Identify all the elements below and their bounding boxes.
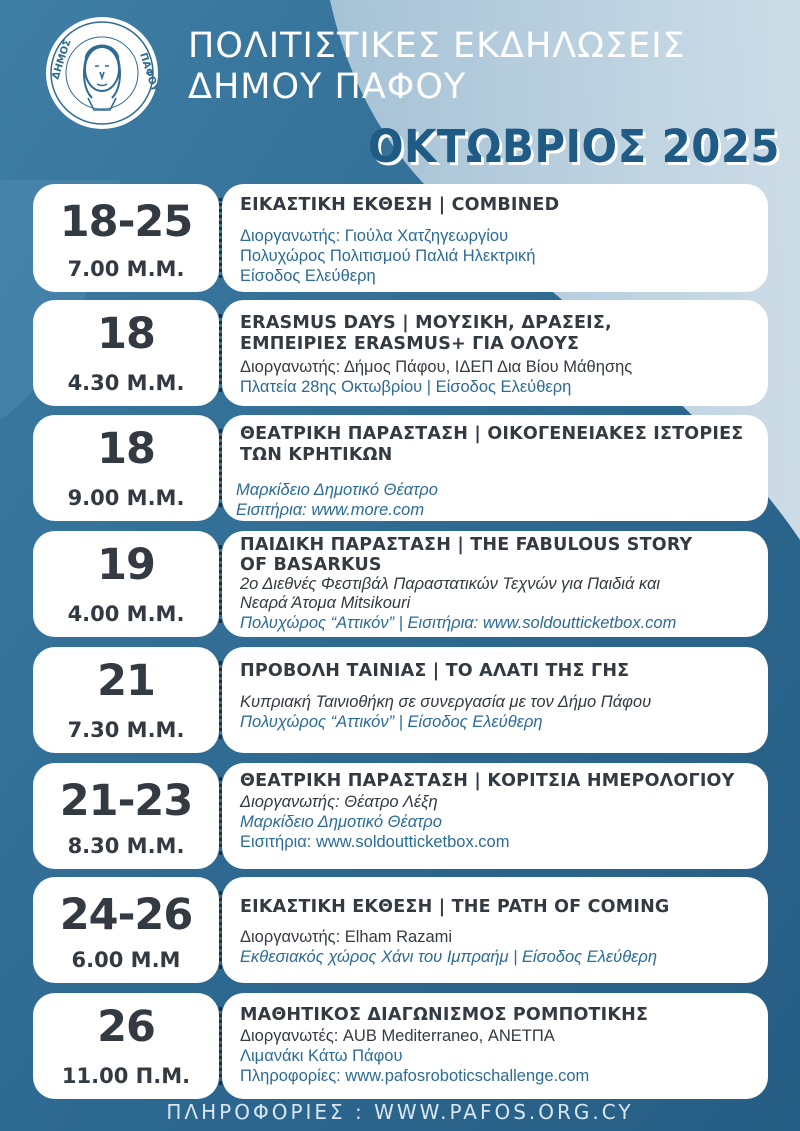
event-info — [240, 195, 760, 292]
logo-text-left: ΔΗΜΟΣ — [50, 38, 74, 81]
event-info — [240, 313, 760, 406]
event-detail: Λιμανάκι Κάτω Πάφου — [240, 1047, 403, 1065]
event-detail: Πολυχώρος “Αττικόν” | Εισιτήρια: www.soldoutticketbox.com — [240, 614, 677, 632]
title-line-1: ΠΟΛΙΤΙΣΤΙΚΕΣ ΕΚΔΗΛΩΣΕΙΣ — [188, 26, 686, 66]
event-day: 21 — [97, 656, 155, 706]
event-detail: Εκθεσιακός χώρος Χάνι του Ιμπραήμ | Είσοδος Ελεύθερη — [240, 948, 658, 966]
event-time: 6.00 Μ.Μ — [71, 948, 181, 972]
event-time: 4.00 Μ.Μ. — [67, 602, 185, 626]
event-row — [0, 763, 800, 869]
event-row — [0, 647, 800, 753]
event-detail: Πολυχώρος “Αττικόν” | Είσοδος Ελεύθερη — [240, 713, 543, 731]
event-time: 4.30 Μ.Μ. — [67, 371, 185, 395]
dotted-divider — [219, 891, 222, 969]
event-detail: Μαρκίδειο Δημοτικό Θέατρο — [236, 481, 438, 499]
dotted-divider — [219, 661, 222, 739]
event-day: 18-25 — [59, 197, 193, 247]
event-info — [240, 897, 760, 983]
event-title: ΘΕΑΤΡΙΚΗ ΠΑΡΑΣΤΑΣΗ | ΟΙΚΟΓΕΝΕΙΑΚΕΣ ΙΣΤΟΡΙΕΣ ΤΩΝ ΚΡΗΤΙΚΩΝ — [240, 424, 744, 465]
event-day: 18 — [97, 309, 155, 359]
event-day: 21-23 — [59, 776, 193, 826]
event-detail: 2ο Διεθνές Φεστιβάλ Παραστατικών Τεχνών για Παιδιά και — [240, 575, 661, 593]
event-detail: Εισιτήρια: www.soldoutticketbox.com — [240, 833, 510, 851]
event-detail: Εισιτήρια: www.more.com — [236, 501, 425, 519]
event-date-box — [33, 415, 219, 521]
event-time: 8.30 Μ.Μ. — [67, 834, 185, 858]
event-date-box — [33, 763, 219, 869]
event-time: 7.30 Μ.Μ. — [67, 718, 185, 742]
event-detail: Διοργανωτής: Δήμος Πάφου, ΙΔΕΠ Δια Βίου Μάθησης — [240, 358, 633, 376]
event-detail: Διοργανωτής: Γιούλα Χατζηγεωργίου — [240, 227, 509, 245]
event-detail: Κυπριακή Ταινιοθήκη σε συνεργασία με τον Δήμο Πάφου — [240, 693, 652, 711]
event-title: ΠΑΙΔΙΚΗ ΠΑΡΑΣΤΑΣΗ | THE FABULOUS STORY OF BASARKUS — [240, 535, 693, 575]
dotted-divider — [219, 545, 222, 623]
event-info — [236, 424, 760, 521]
event-time: 7.00 Μ.Μ. — [67, 257, 185, 281]
event-row — [0, 993, 800, 1099]
dotted-divider — [219, 777, 222, 855]
event-detail: Μαρκίδειο Δημοτικό Θέατρο — [240, 813, 442, 831]
event-title: ERASMUS DAYS | ΜΟΥΣΙΚΗ, ΔΡΑΣΕΙΣ, ΕΜΠΕΙΡΙΕΣ ERASMUS+ ΓΙΑ ΟΛΟΥΣ — [240, 313, 612, 354]
event-day: 24-26 — [59, 890, 193, 940]
event-info — [240, 771, 760, 869]
title-line-2: ΔΗΜΟΥ ΠΑΦΟΥ — [188, 67, 467, 107]
event-info — [240, 1005, 760, 1099]
event-time: 9.00 Μ.Μ. — [67, 486, 185, 510]
event-day: 19 — [97, 540, 155, 590]
dotted-divider — [219, 314, 222, 392]
event-title: ΕΙΚΑΣΤΙΚΗ ΕΚΘΕΣΗ | COMBINED — [240, 195, 560, 215]
event-row — [0, 531, 800, 637]
event-title: ΜΑΘΗΤΙΚΟΣ ΔΙΑΓΩΝΙΣΜΟΣ ΡΟΜΠΟΤΙΚΗΣ — [240, 1005, 649, 1025]
event-date-box — [33, 300, 219, 406]
event-day: 18 — [97, 424, 155, 474]
event-row — [0, 184, 800, 292]
event-row — [0, 415, 800, 521]
event-title: ΠΡΟΒΟΛΗ ΤΑΙΝΙΑΣ | ΤΟ ΑΛΑΤΙ ΤΗΣ ΓΗΣ — [240, 661, 630, 681]
event-day: 26 — [97, 1002, 155, 1052]
event-date-box — [33, 647, 219, 753]
event-title: ΕΙΚΑΣΤΙΚΗ ΕΚΘΕΣΗ | THE PATH OF COMING — [240, 897, 670, 917]
month-heading: ΟΚΤΩΒΡΙΟΣ 2025 — [368, 120, 781, 173]
event-detail: Νεαρά Άτομα Mitsikouri — [240, 594, 411, 612]
event-detail: Πλατεία 28ης Οκτωβρίου | Είσοδος Ελεύθερη — [240, 378, 572, 396]
event-detail: Διοργανωτής: Θέατρο Λέξη — [240, 793, 438, 811]
event-info — [240, 535, 760, 637]
page-title — [188, 26, 686, 108]
dotted-divider — [219, 198, 222, 278]
event-detail: Διοργανωτές: AUB Mediterraneo, ΑΝΕΤΠΑ — [240, 1027, 555, 1045]
event-detail: Πολυχώρος Πολιτισμού Παλιά Ηλεκτρική — [240, 247, 536, 265]
event-date-box — [33, 993, 219, 1099]
pafos-municipality-logo — [42, 14, 162, 132]
event-time: 11.00 Π.Μ. — [61, 1064, 191, 1088]
event-detail: Πληροφορίες: www.pafosroboticschallenge.com — [240, 1067, 590, 1085]
event-row — [0, 877, 800, 983]
event-title: ΘΕΑΤΡΙΚΗ ΠΑΡΑΣΤΑΣΗ | ΚΟΡΙΤΣΙΑ ΗΜΕΡΟΛΟΓΙΟΥ — [240, 771, 735, 791]
event-info — [240, 661, 760, 753]
logo-text-right: ΠΑΦΟΥ — [137, 51, 161, 94]
event-detail: Είσοδος Ελεύθερη — [240, 267, 376, 285]
event-date-box — [33, 184, 219, 292]
dotted-divider — [219, 1007, 222, 1085]
event-detail: Διοργανωτής: Elham Razami — [240, 928, 453, 946]
event-date-box — [33, 877, 219, 983]
footer-info: ΠΛΗΡΟΦΟΡΙΕΣ : WWW.PAFOS.ORG.CY — [166, 1100, 634, 1124]
event-row — [0, 300, 800, 406]
dotted-divider — [219, 429, 222, 507]
event-date-box — [33, 531, 219, 637]
